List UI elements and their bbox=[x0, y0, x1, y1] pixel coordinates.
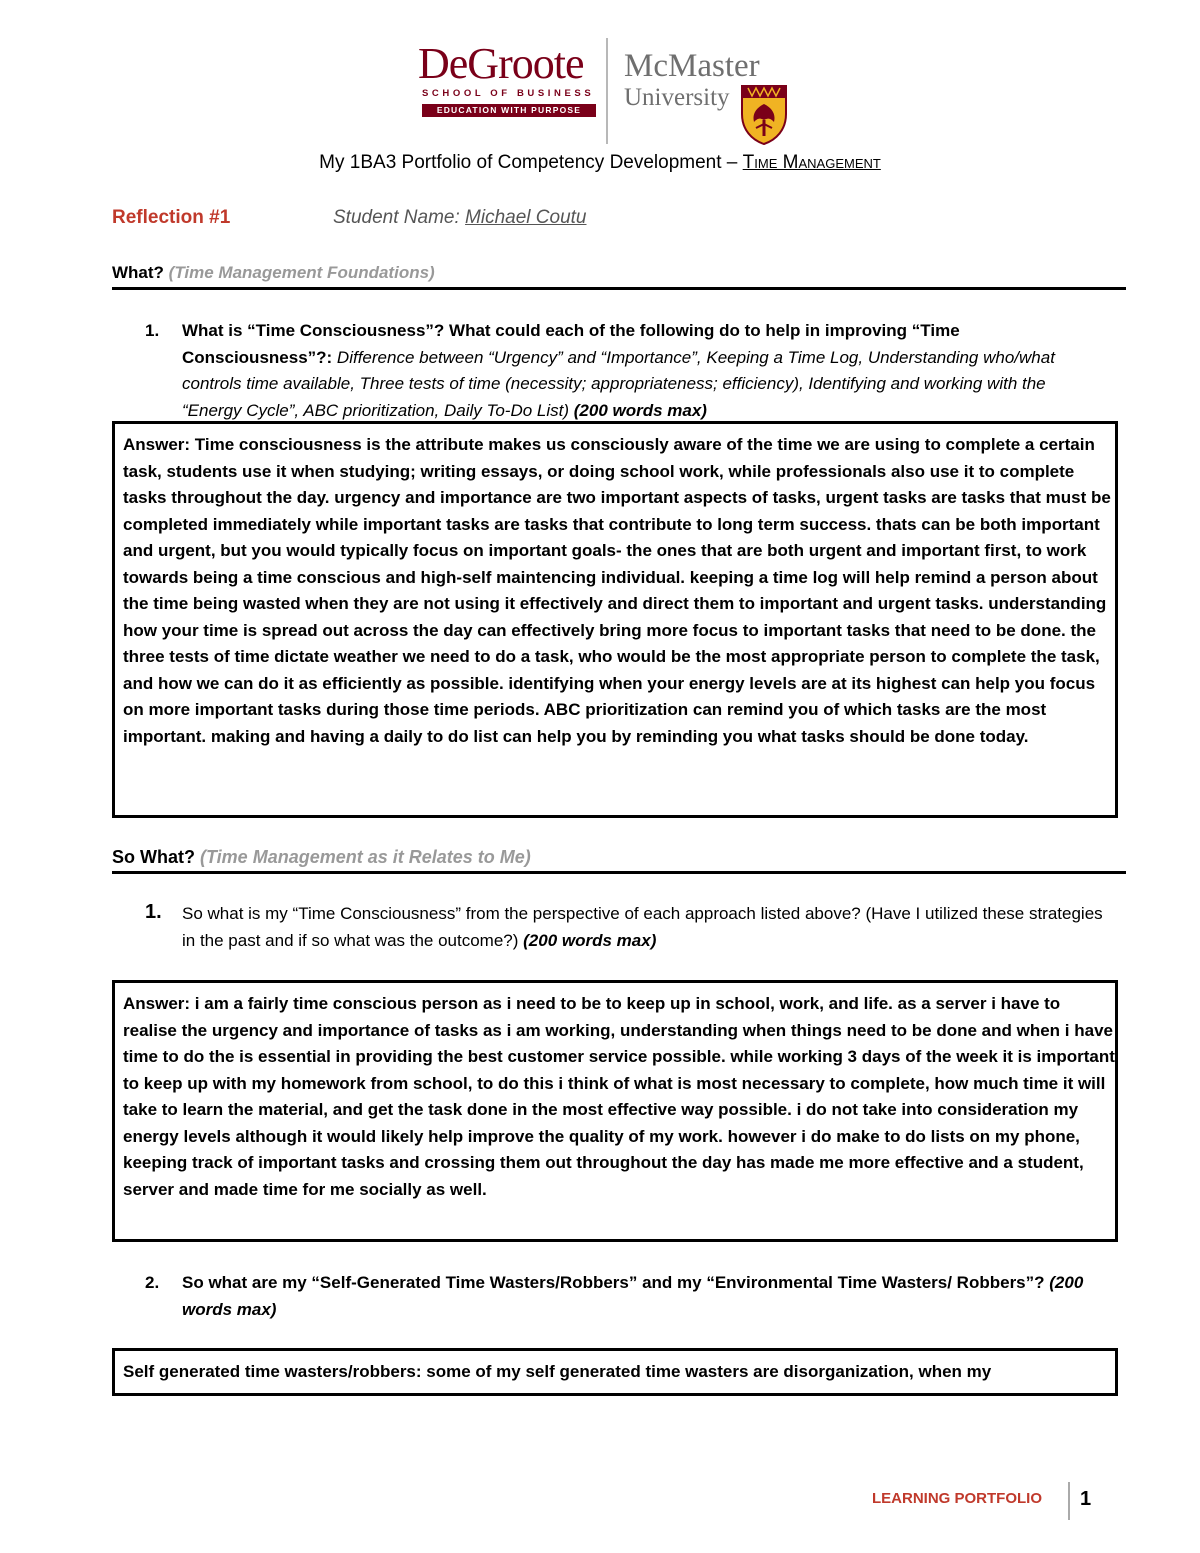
so-what-question-2 bbox=[145, 1270, 1105, 1323]
word-limit: (200 words max) bbox=[523, 930, 657, 950]
answer-text: Answer: Time consciousness is the attribute makes us consciously aware of the time we are using to complete a certain task, students use it when studying; writing essays, or doing school work, while professionals also use it to complete tasks throughout the day. urgency and importance are two important aspects of tasks, urgent tasks are tasks that must be completed immediately while important tasks are tasks that contribute to long term success. thats can be both important and urgent, but you would typically focus on important goals- the ones that are both urgent and important first, to work towards being a time conscious and high-self maintencing individual. keeping a time log will help remind a person about the time being wasted when they are not using it effectively and direct them to important and urgent tasks. understanding how your time is spread out across the day can effectively bring more focus to important tasks that need to be done. the three tests of time dictate weather we need to do a task, who would be the most appropriate person to complete the task, and how we can do it as efficiently as possible. identifying when your energy levels are at its highest can help you focus on more important tasks during those time periods. ABC prioritization can remind you of which tasks are the most important. making and having a daily to do list can help you by reminding you what tasks should be done today. bbox=[123, 435, 1111, 746]
question-detail: Difference between “Urgency” and “Importance”, Keeping a Time Log, Understanding who/what controls time available, Three tests of time (necessity; appropriateness; efficiency), Identifying and working with the “Energy Cycle”, ABC prioritization, Daily To-Do List) bbox=[182, 347, 1055, 420]
question-detail: (Have I utilized these strategies in the past and if so what was the outcome?) bbox=[182, 904, 1103, 950]
what-section-rule bbox=[112, 287, 1126, 290]
question-text: So what are my “Self-Generated Time Wasters/Robbers” and my “Environmental Time Wasters/ Robbers”? bbox=[182, 1273, 1050, 1292]
page-number: 1 bbox=[1080, 1488, 1092, 1510]
question-number: 2. bbox=[145, 1273, 160, 1292]
answer-box-so-what-1[interactable] bbox=[112, 980, 1118, 1242]
footer-label: LEARNING PORTFOLIO bbox=[872, 1490, 1042, 1507]
header-logo bbox=[418, 38, 798, 148]
so-what-section-heading bbox=[112, 847, 531, 868]
reflection-label: Reflection #1 bbox=[112, 207, 231, 228]
what-subheading: (Time Management Foundations) bbox=[168, 263, 435, 282]
question-text: So what is my “Time Consciousness” from the perspective of each approach listed above? bbox=[182, 904, 866, 923]
title-topic: Time Management bbox=[742, 152, 881, 173]
university-wordmark: University bbox=[624, 84, 730, 111]
mcmaster-crest-icon bbox=[740, 84, 788, 146]
footer-divider bbox=[1068, 1482, 1070, 1520]
what-question-1 bbox=[145, 318, 1105, 424]
page-title bbox=[0, 152, 1200, 174]
title-prefix: My 1BA3 Portfolio of Competency Development – bbox=[319, 152, 743, 173]
answer-text: Answer: i am a fairly time conscious person as i need to be to keep up in school, work, and life. as a server i have to realise the urgency and importance of tasks as i am working, understanding when things need to be done and when i have time to do the is essential in providing the best customer service possible. while working 3 days of the week it is important to keep up with my homework from school, to do this i think of what is most necessary to complete, how much time it will take to learn the material, and get the task done in the most effective way possible. i do not take into consideration my energy levels although it would likely help improve the quality of my work. however i do make to do lists on my phone, keeping track of important tasks and crossing them out throughout the day has made me more effective and a student, server and made time for me socially as well. bbox=[123, 994, 1115, 1199]
question-number: 1. bbox=[145, 901, 162, 923]
so-what-subheading: (Time Management as it Relates to Me) bbox=[200, 847, 531, 867]
student-name-label: Student Name: bbox=[333, 207, 466, 228]
degroote-wordmark: DeGroote bbox=[418, 39, 584, 88]
education-with-purpose-bar: EDUCATION WITH PURPOSE bbox=[422, 104, 596, 117]
word-limit: (200 words max) bbox=[573, 400, 707, 420]
so-what-section-rule bbox=[112, 871, 1126, 874]
mcmaster-wordmark: McMaster bbox=[624, 48, 760, 84]
word-limit: (200 words max) bbox=[182, 1273, 1084, 1319]
what-heading: What? bbox=[112, 263, 164, 282]
question-number: 1. bbox=[145, 321, 160, 340]
answer-box-what-1[interactable] bbox=[112, 421, 1118, 818]
student-name-value: Michael Coutu bbox=[465, 207, 587, 228]
answer-box-so-what-2[interactable] bbox=[112, 1348, 1118, 1396]
school-of-business-text: SCHOOL OF BUSINESS bbox=[422, 88, 595, 99]
so-what-question-1 bbox=[145, 901, 1105, 954]
question-text: What is “Time Consciousness”? What could each of the following do to help in improving “Time Consciousness”?: bbox=[182, 321, 960, 367]
so-what-heading: So What? bbox=[112, 847, 195, 867]
student-name-field bbox=[333, 207, 586, 229]
logo-divider bbox=[606, 38, 608, 144]
what-section-heading bbox=[112, 263, 435, 283]
answer-text: Self generated time wasters/robbers: some of my self generated time wasters are disorganization, when my bbox=[123, 1362, 992, 1381]
